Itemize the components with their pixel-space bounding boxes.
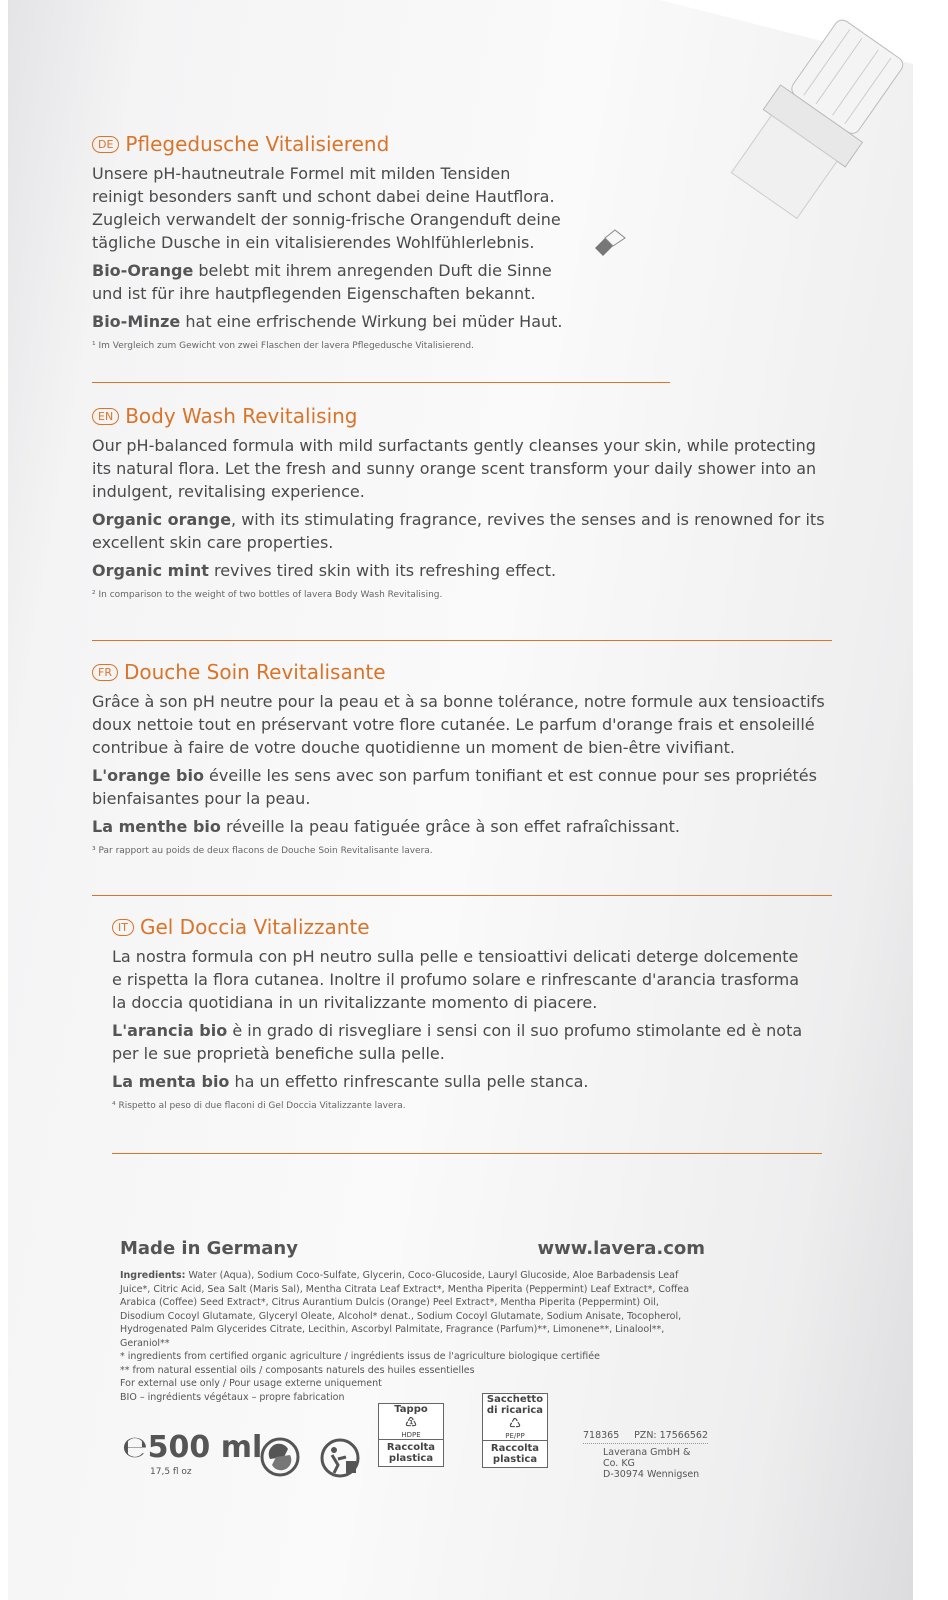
lang-badge: FR xyxy=(92,664,118,681)
manufacturer-info xyxy=(583,1430,708,1480)
description: Unsere pH-hautneutrale Formel mit milden Tensiden reinigt besonders sanft und schont dabei deine Hautflora. Zugleich verwandelt der sonnig-frische Orangenduft deine tägliche Dusche in ein vitalisierendes Wohlfühlerlebnis. xyxy=(92,164,561,252)
description: Grâce à son pH neutre pour la peau et à sa bonne tolérance, notre formule aux tensioactifs doux nettoie tout en préservant votre flore cutanée. Le parfum d'orange frais et ensoleillé contribue à faire de votre douche quotidienne un moment de bien-être vivifiant. xyxy=(92,692,825,757)
ingredient-note: Bio-Orange belebt mit ihrem anregenden Duft die Sinne und ist für ihre hautpflegenden Eigenschaften bekannt. xyxy=(92,261,552,303)
description: Our pH-balanced formula with mild surfactants gently cleanses your skin, while protecting its natural flora. Let the fresh and sunny orange scent transform your daily shower into an indulgent, revitalising experience. xyxy=(92,436,817,501)
lang-badge: DE xyxy=(92,136,119,153)
ingredients-list: Ingredients: Water (Aqua), Sodium Coco-Sulfate, Glycerin, Coco-Glucoside, Lauryl Glucoside, Aloe Barbadensis Leaf Juice*, Citric Acid, Sea Salt (Maris Sal), Mentha Citrata Leaf Extract*, Mentha Piperita (Peppermint) Leaf Extract*, Coffea Arabica (Coffee) Seed Extract*, Citrus Aurantium Dulcis (Orange) Peel Extract*, Mentha Piperita (Peppermint) Oil, Disodium Cocoyl Glutamate, Glyceryl Oleate, Alcohol* denat., Sodium Cocoyl Glutamate, Sodium Anisate, Tocopherol, Hydrogenated Palm Glycerides Citrate, Lecithin, Ascorbyl Palmitate, Fragrance (Parfum)**, Limonene**, Linalool**, Geraniol** xyxy=(120,1270,690,1349)
made-in: Made in Germany xyxy=(120,1238,298,1259)
highlight: Organic mint xyxy=(92,561,209,580)
divider xyxy=(92,640,832,641)
lang-badge: IT xyxy=(112,919,134,936)
green-dot-icon xyxy=(260,1437,300,1477)
highlight: Organic orange xyxy=(92,510,232,529)
footnote: ³ Par rapport au poids de deux flacons de Douche Soin Revitalisante lavera. xyxy=(92,846,433,856)
ingredient-note: La menthe bio réveille la peau fatiguée grâce à son effet rafraîchissant. xyxy=(92,817,680,836)
section-title: Body Wash Revitalising xyxy=(125,404,358,428)
highlight: Bio-Minze xyxy=(92,312,181,331)
footnote: ⁴ Rispetto al peso di due flaconi di Gel Doccia Vitalizzante lavera. xyxy=(112,1101,406,1111)
recycling-box-pouch: Sacchetto di ricarica ♺ PE/PP Raccolta plastica xyxy=(482,1393,548,1468)
note: ** from natural essential oils / composants naturels des huiles essentielles xyxy=(120,1364,475,1376)
section-title: Douche Soin Revitalisante xyxy=(123,660,386,684)
note: For external use only / Pour usage externe uniquement xyxy=(120,1378,382,1389)
ingredient-note: L'arancia bio è in grado di risvegliare i sensi con il suo profumo stimolante ed è nota per le sue proprietà benefiche sulla pelle. xyxy=(112,1021,803,1063)
highlight: L'orange bio xyxy=(92,766,204,785)
section-it xyxy=(112,915,812,1111)
lang-badge: EN xyxy=(92,408,119,425)
highlight: L'arancia bio xyxy=(112,1021,228,1040)
divider xyxy=(92,895,832,896)
product-info xyxy=(120,1238,705,1404)
ingredient-note: Organic mint revives tired skin with its refreshing effect. xyxy=(92,561,557,580)
section-fr xyxy=(92,660,827,856)
ingredient-note: L'orange bio éveille les sens avec son parfum tonifiant et est connue pour ses propriétés bienfaisantes pour la peau. xyxy=(92,766,817,808)
section-en xyxy=(92,404,827,600)
description: La nostra formula con pH neutro sulla pelle e tensioattivi delicati deterge dolcemente e rispetta la flora cutanea. Inoltre il profumo solare e rinfrescante d'arancia trasforma la doccia quotidiana in un rivitalizzante momento di piacere. xyxy=(112,947,800,1012)
company: Laverana GmbH & Co. KG xyxy=(603,1447,691,1469)
note: * ingredients from certified organic agriculture / ingrédients issus de l'agriculture biologique certifiée xyxy=(120,1351,600,1362)
section-de xyxy=(92,132,827,351)
ingredient-note: Organic orange, with its stimulating fragrance, revives the senses and is renowned for its excellent skin care properties. xyxy=(92,510,825,552)
website: www.lavera.com xyxy=(537,1238,705,1259)
ingredient-note: Bio-Minze hat eine erfrischende Wirkung bei müder Haut. xyxy=(92,312,563,331)
highlight: La menta bio xyxy=(112,1072,230,1091)
footnote: ¹ Im Vergleich zum Gewicht von zwei Flaschen der lavera Pflegedusche Vitalisierend. xyxy=(92,341,474,351)
recycling-box-cap: Tappo ♳ HDPE Raccolta plastica xyxy=(378,1403,444,1467)
footnote: ² In comparison to the weight of two bottles of lavera Body Wash Revitalising. xyxy=(92,590,443,600)
volume: ℮500 ml xyxy=(122,1430,263,1465)
section-title: Pflegedusche Vitalisierend xyxy=(125,132,390,156)
recycle-icon: ♳ xyxy=(404,1415,418,1431)
recycle-icon: ♺ xyxy=(508,1416,522,1432)
article-number: 718365 xyxy=(583,1430,620,1441)
volume-oz: 17,5 fl oz xyxy=(150,1467,192,1477)
highlight: La menthe bio xyxy=(92,817,221,836)
divider xyxy=(112,1153,822,1154)
note: BIO – ingrédients végétaux – propre fabrication xyxy=(120,1391,345,1403)
address: D-30974 Wennigsen xyxy=(603,1469,700,1480)
pzn: PZN: 17566562 xyxy=(634,1430,708,1441)
highlight: Bio-Orange xyxy=(92,261,194,280)
tidyman-icon xyxy=(320,1437,364,1479)
ingredient-note: La menta bio ha un effetto rinfrescante sulla pelle stanca. xyxy=(112,1072,589,1091)
section-title: Gel Doccia Vitalizzante xyxy=(139,915,370,939)
divider xyxy=(92,382,670,383)
